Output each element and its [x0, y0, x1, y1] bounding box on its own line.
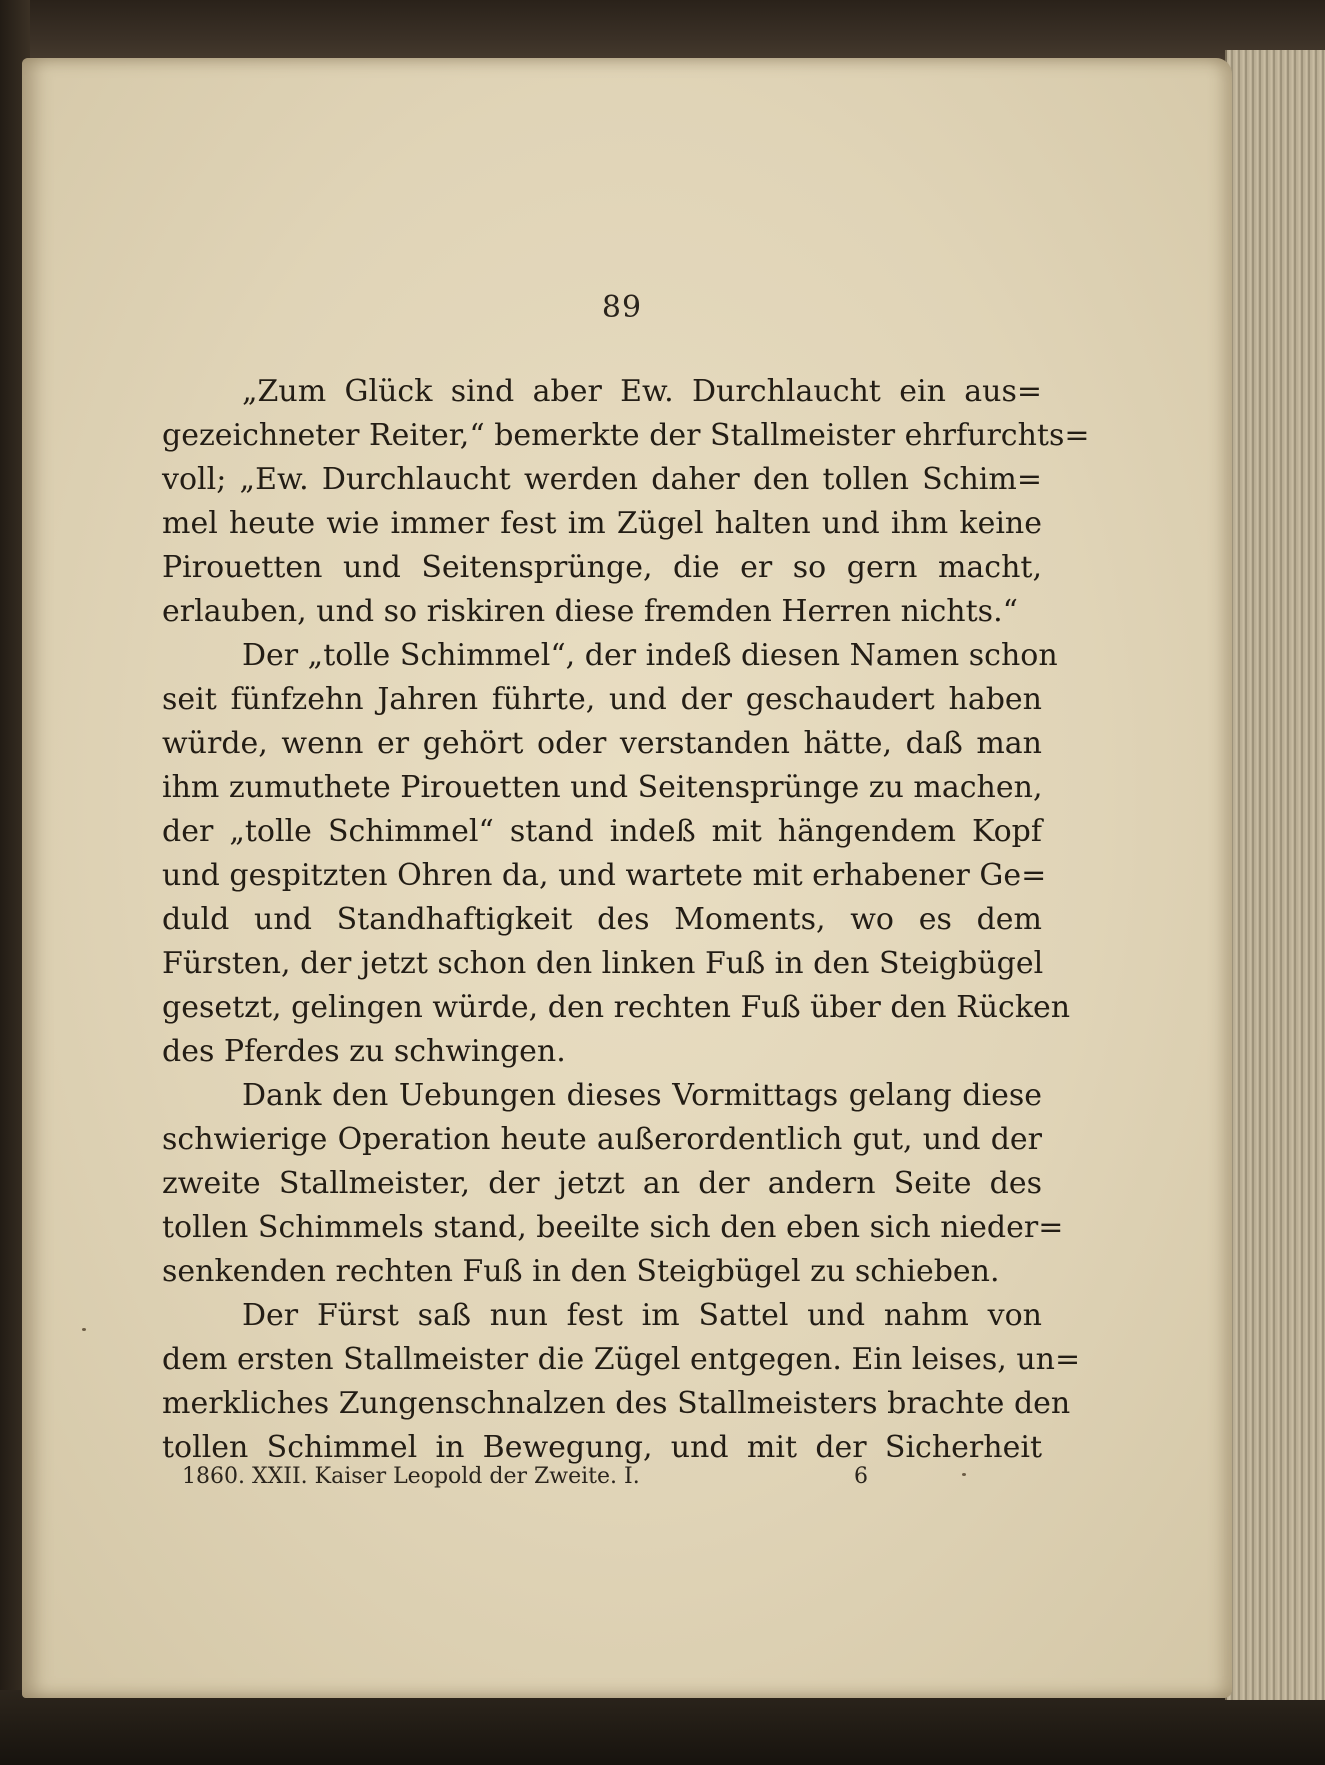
body-text — [162, 370, 1090, 1470]
text-line: der „tolle Schimmel“ stand indeß mit hängendem Kopf — [162, 814, 1042, 849]
text-line: tollen Schimmels stand, beeilte sich den eben sich nieder= — [162, 1210, 1064, 1245]
book-page — [22, 58, 1232, 1698]
text-line: tollen Schimmel in Bewegung, und mit der Sicherheit — [162, 1430, 1042, 1465]
paper-speck — [962, 1473, 966, 1476]
text-line: gesetzt, gelingen würde, den rechten Fuß über den Rücken — [162, 990, 1071, 1025]
text-line: Pirouetten und Seitensprünge, die er so gern macht, — [162, 550, 1042, 585]
paper-speck — [82, 1328, 86, 1331]
text-line: voll; „Ew. Durchlaucht werden daher den tollen Schim= — [162, 462, 1042, 497]
text-line: gezeichneter Reiter,“ bemerkte der Stallmeister ehrfurchts= — [162, 418, 1090, 453]
book-cover-bottom — [0, 1690, 1325, 1765]
text-line: würde, wenn er gehört oder verstanden hätte, daß man — [162, 726, 1042, 761]
text-line: duld und Standhaftigkeit des Moments, wo es dem — [162, 902, 1042, 937]
text-line: Dank den Uebungen dieses Vormittags gelang diese — [242, 1078, 1042, 1113]
text-line: merkliches Zungenschnalzen des Stallmeisters brachte den — [162, 1386, 1071, 1421]
text-line: „Zum Glück sind aber Ew. Durchlaucht ein aus= — [242, 374, 1042, 409]
page-footer — [182, 1464, 882, 1500]
text-line: des Pferdes zu schwingen. — [162, 1034, 566, 1069]
text-line: Fürsten, der jetzt schon den linken Fuß in den Steigbügel — [162, 946, 1044, 981]
text-line: zweite Stallmeister, der jetzt an der andern Seite des — [162, 1166, 1042, 1201]
page-edges — [1225, 50, 1325, 1700]
text-line: und gespitzten Ohren da, und wartete mit erhabener Ge= — [162, 858, 1047, 893]
text-line: senkenden rechten Fuß in den Steigbügel zu schieben. — [162, 1254, 1000, 1289]
text-line: mel heute wie immer fest im Zügel halten und ihm keine — [162, 506, 1042, 541]
text-line: seit fünfzehn Jahren führte, und der geschaudert haben — [162, 682, 1042, 717]
text-line: erlauben, und so riskiren diese fremden Herren nichts.“ — [162, 594, 1018, 629]
footer-imprint: 1860. XXII. Kaiser Leopold der Zweite. I. — [182, 1464, 640, 1489]
text-line: Der Fürst saß nun fest im Sattel und nahm von — [242, 1298, 1042, 1333]
text-line: dem ersten Stallmeister die Zügel entgegen. Ein leises, un= — [162, 1342, 1081, 1377]
text-line: Der „tolle Schimmel“, der indeß diesen Namen schon — [242, 638, 1058, 673]
text-line: ihm zumuthete Pirouetten und Seitensprünge zu machen, — [162, 770, 1043, 805]
signature-mark: 6 — [854, 1464, 868, 1489]
text-line: schwierige Operation heute außerordentlich gut, und der — [162, 1122, 1042, 1157]
page-number: 89 — [601, 290, 643, 325]
